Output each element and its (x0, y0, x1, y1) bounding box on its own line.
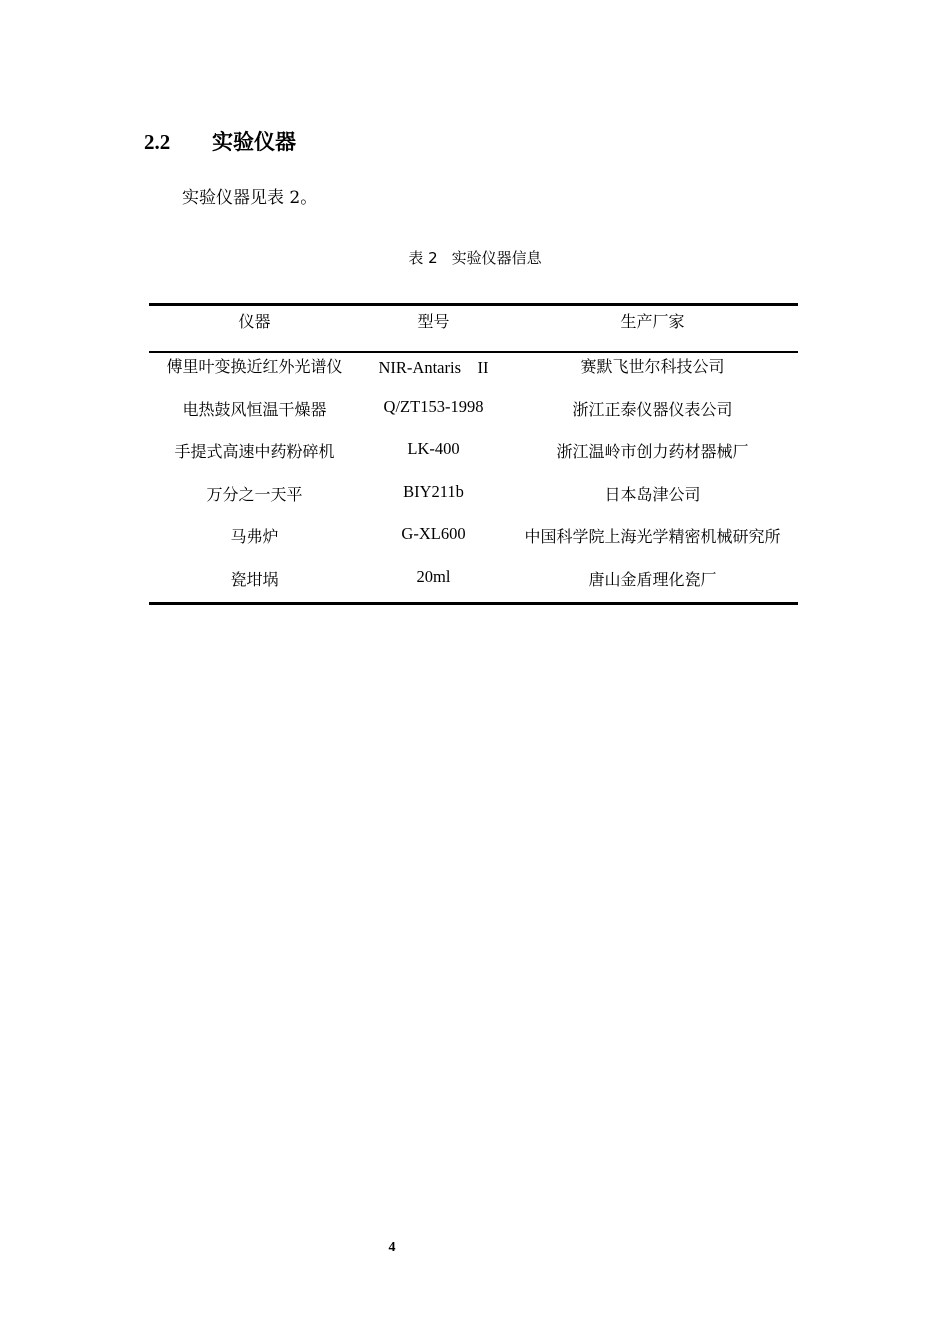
table-caption-title: 实验仪器信息 (451, 249, 542, 267)
section-title: 实验仪器 (212, 130, 296, 154)
cell-instrument: 傅里叶变换近红外光谱仪 (166, 357, 343, 376)
cell-manufacturer: 日本岛津公司 (604, 484, 701, 504)
table-row (149, 353, 798, 396)
cell-model: NIR-Antaris II (378, 358, 489, 377)
cell-model: LK-400 (407, 439, 460, 459)
table-caption-label: 表 2 (408, 249, 438, 267)
body-paragraph: 实验仪器见表 2。 (182, 188, 318, 208)
table-row (149, 438, 798, 481)
table-caption (0, 247, 950, 268)
header-instrument: 仪器 (238, 312, 271, 331)
table-row (149, 523, 798, 566)
cell-model: 20ml (416, 566, 451, 586)
cell-manufacturer: 浙江温岭市创力药材器械厂 (556, 442, 749, 462)
cell-manufacturer: 赛默飞世尔科技公司 (580, 357, 725, 376)
cell-instrument: 电热鼓风恒温干燥器 (182, 399, 327, 419)
cell-instrument: 瓷坩埚 (230, 569, 279, 589)
cell-instrument: 手提式高速中药粉碎机 (174, 442, 335, 462)
cell-instrument: 马弗炉 (230, 527, 279, 547)
table-header-row (149, 306, 798, 351)
cell-instrument: 万分之一天平 (206, 484, 303, 504)
header-manufacturer: 生产厂家 (620, 312, 685, 331)
cell-manufacturer: 中国科学院上海光学精密机械研究所 (524, 527, 781, 547)
page-number: 4 (388, 1240, 396, 1255)
cell-manufacturer: 浙江正泰仪器仪表公司 (572, 399, 733, 419)
cell-model: G-XL600 (401, 524, 466, 544)
section-number: 2.2 (144, 130, 171, 154)
cell-model: BIY211b (403, 481, 464, 501)
table-row (149, 481, 798, 524)
cell-model: Q/ZT153-1998 (383, 396, 484, 416)
table-bottom-rule (149, 602, 798, 605)
header-model: 型号 (417, 312, 450, 331)
instrument-table (149, 303, 798, 609)
table-row (149, 396, 798, 439)
section-heading (144, 126, 296, 156)
cell-manufacturer: 唐山金盾理化瓷厂 (588, 569, 717, 589)
